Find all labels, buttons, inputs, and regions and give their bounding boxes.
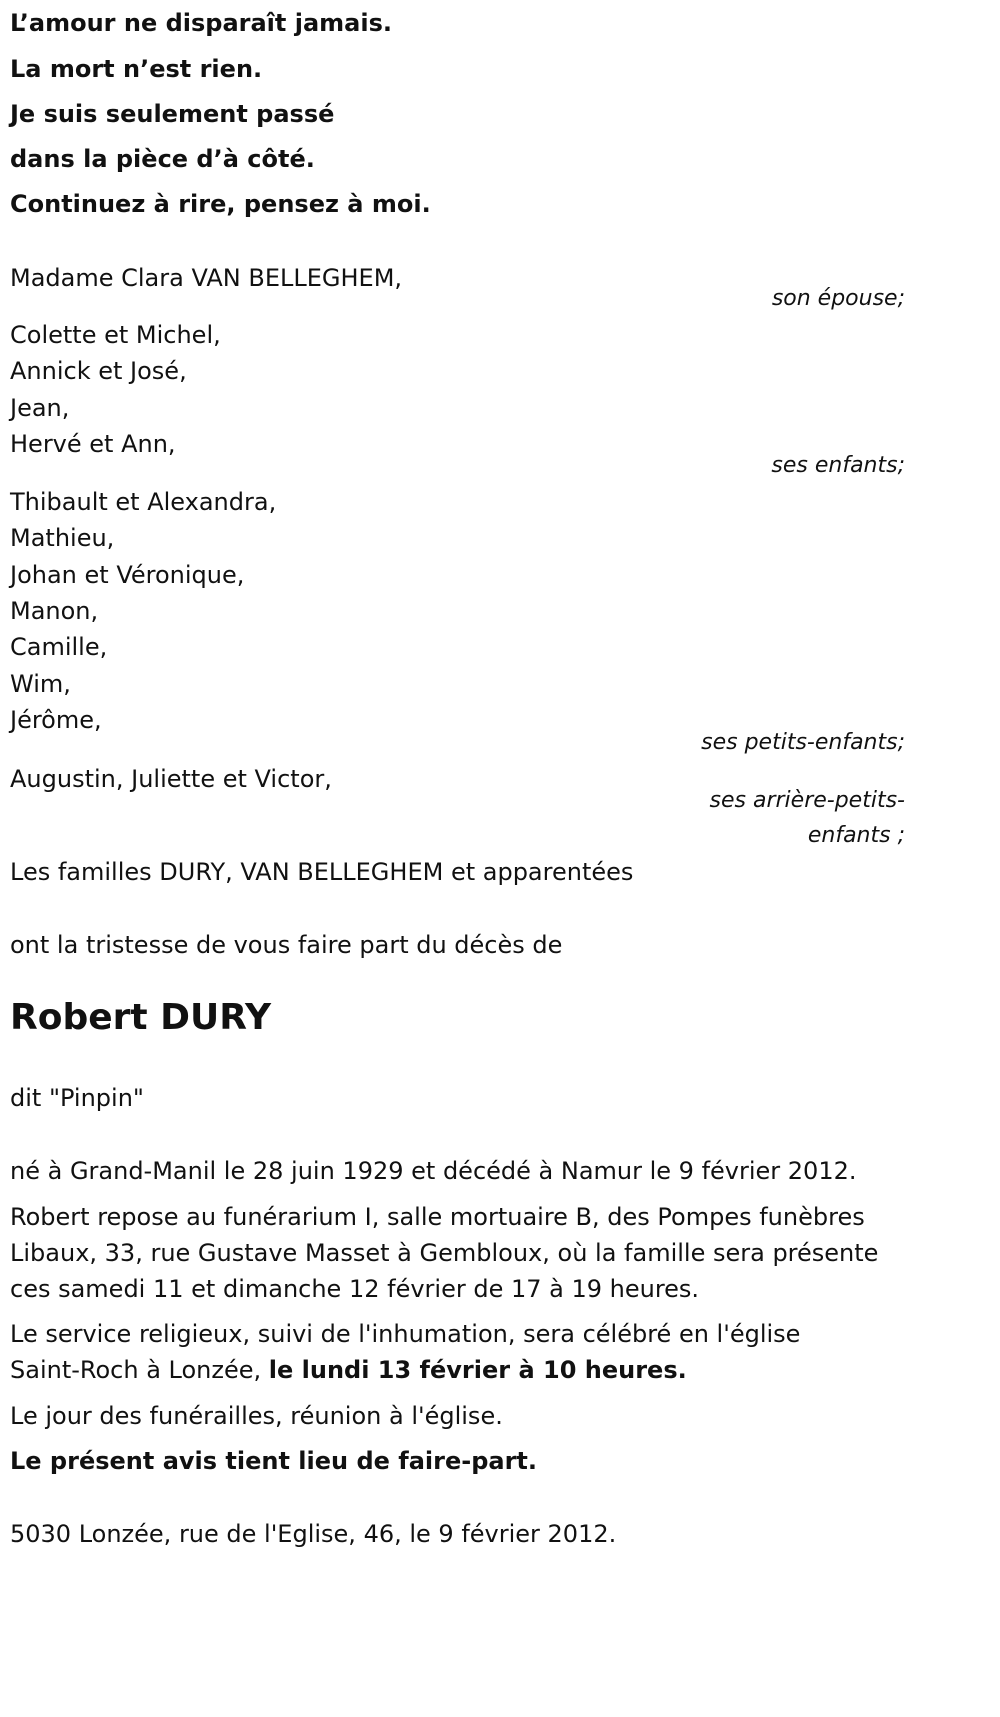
service-line-2 [10, 1355, 687, 1385]
poem-line-1: L’amour ne disparaît jamais. [10, 9, 392, 37]
poem-line-4: dans la pièce d’à côté. [10, 145, 315, 173]
grandchild-1: Thibault et Alexandra, [10, 488, 277, 516]
spouse-name: Madame Clara VAN BELLEGHEM, [10, 264, 403, 292]
meeting-line: Le jour des funérailles, réunion à l'église. [10, 1402, 503, 1430]
funerarium-line-2: Libaux, 33, rue Gustave Masset à Gembloux, où la famille sera présente [10, 1239, 879, 1267]
service-line-1: Le service religieux, suivi de l'inhumation, sera célébré en l'église [10, 1320, 801, 1348]
poem-line-3: Je suis seulement passé [10, 100, 335, 128]
notice-line: Le présent avis tient lieu de faire-part. [10, 1447, 538, 1475]
poem-line-2: La mort n’est rien. [10, 55, 263, 83]
grandchild-2: Mathieu, [10, 524, 115, 552]
child-1: Colette et Michel, [10, 321, 221, 349]
announcement-text: ont la tristesse de vous faire part du décès de [10, 931, 563, 959]
deceased-nickname: dit "Pinpin" [10, 1084, 144, 1112]
grandchild-7: Jérôme, [10, 706, 102, 734]
child-2: Annick et José, [10, 357, 187, 385]
funerarium-line-3: ces samedi 11 et dimanche 12 février de 17 à 19 heures. [10, 1275, 700, 1303]
service-location: Saint-Roch à Lonzée, [10, 1356, 269, 1384]
poem-line-5: Continuez à rire, pensez à moi. [10, 190, 431, 218]
great-grandchildren-role-line-1: ses arrière-petits- [709, 788, 905, 813]
birth-death-line: né à Grand-Manil le 28 juin 1929 et décédé à Namur le 9 février 2012. [10, 1157, 857, 1185]
child-4: Hervé et Ann, [10, 430, 176, 458]
grandchild-4: Manon, [10, 597, 99, 625]
service-date: le lundi 13 février à 10 heures. [268, 1356, 687, 1384]
children-role: ses enfants; [771, 453, 905, 478]
deceased-name: Robert DURY [10, 997, 272, 1038]
address-line: 5030 Lonzée, rue de l'Eglise, 46, le 9 février 2012. [10, 1520, 617, 1548]
great-grandchildren: Augustin, Juliette et Victor, [10, 765, 332, 793]
spouse-role: son épouse; [771, 286, 905, 311]
grandchild-6: Wim, [10, 670, 71, 698]
child-3: Jean, [10, 394, 70, 422]
great-grandchildren-role-line-2: enfants ; [807, 823, 905, 848]
grandchild-3: Johan et Véronique, [10, 561, 245, 589]
funerarium-line-1: Robert repose au funérarium I, salle mortuaire B, des Pompes funèbres [10, 1203, 865, 1231]
families-line: Les familles DURY, VAN BELLEGHEM et apparentées [10, 858, 634, 886]
grandchildren-role: ses petits-enfants; [701, 730, 905, 755]
grandchild-5: Camille, [10, 633, 108, 661]
